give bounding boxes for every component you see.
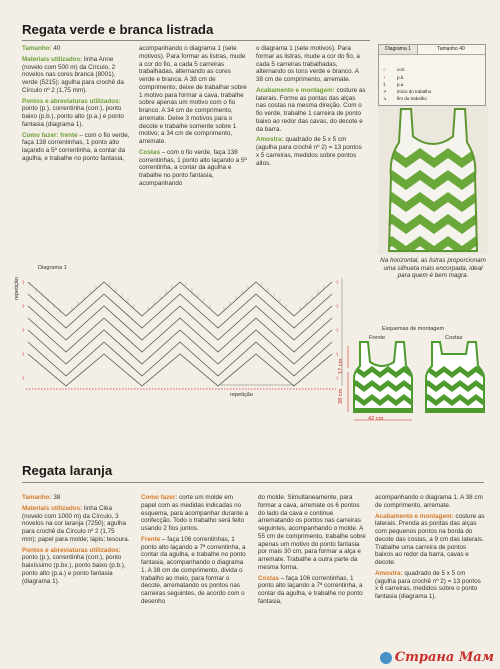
s2-materials-label: Materiais utilizados:	[22, 504, 83, 512]
back-label: Costas	[139, 148, 160, 156]
legend-row-start: ➚ início do trabalho	[383, 89, 432, 94]
s2-back-text: – faça 106 correntinhas, 1 ponto alto laçando a 7ª correntinha, a contar da agulha, e trabalhe no ponto fantasia,	[258, 574, 363, 605]
svg-text:⌇: ⌇	[336, 328, 339, 334]
section2-column-1	[22, 494, 130, 588]
how-to-text: – com o fio verde, faça 138 correntinhas, 1 ponto alto laçando a 5ª correntinha, a contar da agulha, e trabalhe no ponto fantasia,	[22, 131, 130, 162]
svg-text:⌇: ⌇	[22, 376, 25, 382]
stitches-text: ponto (p.), correntinha (corr.), ponto baixo (p.b.), ponto alto (p.a.) e ponto fantasia (diagrama 1).	[22, 105, 124, 128]
section1-col2-text: acompanhando o diagrama 1 (sete motivos). Para formar as listras, mude a cor do fio, a cada 5 carreiras trabalhadas, alternando as cores verde e branca. A 38 cm de comprimento, deixe de trabalhar sobre 1 motivo para formar a cava, trabalhe sobre apenas um motivo com o fio branco. A 34 cm de comprimento, arremate. Deixe 3 motivos para o decote e trabalhe somente sobre 1 motivo; a 34 cm de comprimento, arremate.	[139, 45, 247, 145]
svg-text:⌇: ⌇	[22, 280, 25, 286]
section2-col4-text: acompanhando o diagrama 1. A 38 cm de comprimento, arremate.	[375, 494, 483, 509]
section2-title: Regata laranja	[22, 463, 113, 478]
legend-size: Tamanho 40	[417, 45, 485, 55]
section1-column-1	[22, 45, 130, 166]
legend-row-end: ➘ fim do trabalho	[383, 96, 427, 101]
section1-column-3	[256, 45, 366, 170]
stitch-diagram-1	[20, 268, 352, 390]
front-label: Frente	[369, 335, 386, 341]
svg-text:⌇: ⌇	[336, 304, 339, 310]
section1-col3-text: o diagrama 1 (sete motivos). Para formar as listras, mude a cor do fio, a cada 5 carreiras trabalhadas, alternando os tons verde e branco. A 38 cm de comprimento, arremate.	[256, 45, 360, 83]
s2-stitches-label: Pontos e abreviaturas utilizados:	[22, 546, 121, 554]
sample-text: quadrado de 5 x 5 cm (agulha para crochê nº 2) = 13 pontos x 5 carreiras, medidos sobre pontos altos.	[256, 136, 362, 167]
s2-front-text: – faça 106 correntinhas, 1 ponto alto laçando a 7ª correntinha, a contar da agulha, e trabalhe no ponto fantasia, acompanhando o diagrama 1. A 38 cm de comprimento, divida o trabalho ao meio, para formar o decote, arrematando os pontos nas carreiras seguintes, de acordo com o desenho	[141, 535, 246, 605]
section2-title-rule	[22, 482, 484, 483]
svg-text:⌇: ⌇	[22, 304, 25, 310]
diagram-legend	[378, 44, 486, 106]
section1-column-2	[139, 45, 247, 191]
svg-text:⌇: ⌇	[336, 376, 339, 382]
assembly-schemas	[338, 340, 496, 438]
stitches-label: Pontos e abreviaturas utilizados:	[22, 97, 121, 105]
svg-text:⌇: ⌇	[336, 352, 339, 358]
s2-how-to-label: Como fazer:	[141, 494, 178, 501]
svg-text:⌇: ⌇	[336, 280, 339, 286]
materials-label: Materiais utilizados:	[22, 55, 83, 63]
s2-sample-text: quadrado de 5 x 5 cm (agulha para crochê nº 2) = 13 pontos x 6 carreiras, medidos sobre o ponto fantasia (diagrama 1).	[375, 569, 481, 600]
legend-row-chain: ○ corr.	[383, 67, 406, 72]
s2-back-label: Costas	[258, 574, 279, 582]
s2-finishing-text: costure as laterais. Prenda as pontas das alças com pequenos pontos na borda do decote das costas, a 9 cm das laterais. Trabalhe uma carreira de pontos baixos ao redor da barra, cavas e decote.	[375, 512, 485, 566]
back-label-schema: Costas	[445, 335, 463, 341]
size-value: 40	[51, 45, 61, 52]
s2-front-label: Frente	[141, 535, 161, 543]
section1-title-rule	[22, 40, 370, 41]
dimension-42cm: 42 cm	[368, 416, 384, 422]
legend-row-dc: ‡ p.a.	[383, 82, 405, 87]
s2-size-value: 38	[51, 494, 61, 501]
legend-row-sc: + p.b.	[383, 75, 405, 80]
section2-col3-text: do molde. Simultaneamente, para formar a cava, arremate os 6 pontos do lado da cava e continue arrematando os pontos nas carreiras seguintes, acompanhando o molde. A 55 cm de comprimento, trabalhe sobre apenas um motivo do ponto fantasia por mais 30 cm, para formar a alça e arremate. Trabalhe a outra parte da mesma forma.	[258, 494, 366, 571]
s2-how-to-text: corte um molde em papel com as medidas indicadas no esquema, para acompanhar durante a confecção. Todo o trabalho será feito usando 2 fios juntos.	[141, 494, 249, 532]
materials-text: linha Anne (novelo com 500 m) da Círculo, 2 novelos nas cores branca (8001), verde (5215); agulha para crochê da Círculo nº 2 (1,75 mm).	[22, 55, 124, 94]
repeat-label-vertical: repetição	[14, 276, 20, 300]
photo-caption: Na horizontal, as listras proporcionam uma silhueta mais encorpada, ideal para quem é bem magra.	[380, 257, 486, 280]
s2-sample-label: Amostra:	[375, 569, 403, 577]
how-to-label: Como fazer: frente	[22, 131, 78, 139]
diagram-label: Diagrama 1	[38, 265, 67, 271]
section2-column-4	[375, 494, 485, 604]
back-text: – com o fio verde, faça 138 correntinhas, 1 ponto alto laçando a 5ª correntinha, a contar da agulha e trabalhe no ponto fantasia, acompanhando	[139, 148, 247, 187]
dimension-38cm: 38 cm	[338, 388, 344, 404]
s2-stitches-text: ponto (p.), correntinha (corr.), ponto baixíssimo (p.bx.), ponto baixo (p.b.), ponto alto (p.a.) e ponto fantasia (diagrama 1).	[22, 554, 126, 585]
finishing-label: Acabamento e montagem:	[256, 86, 335, 94]
s2-size-label: Tamanho:	[22, 494, 52, 501]
finishing-text: costure as laterais. Forme as pontas das alças nas costas na mesma direção. Com o fio verde, trabalhe 1 carreira de ponto baixo ao redor das cavas, do decote e da barra.	[256, 86, 366, 133]
section1-title: Regata verde e branca listrada	[22, 22, 214, 37]
s2-materials-text: linha Cléa (novelo com 1000 m) da Círculo, 3 novelos na cor laranja (7250); agulha para crochê da Círculo nº 2 (1,75 mm); papel para molde; lápis; tesoura.	[22, 504, 130, 543]
section2-column-2	[141, 494, 249, 609]
dimension-17cm: 17 cm	[338, 358, 344, 374]
s2-finishing-label: Acabamento e montagem:	[375, 512, 454, 520]
legend-header: Diagrama 1	[379, 45, 418, 55]
section2-column-3	[258, 494, 366, 609]
sample-label: Amostra:	[256, 136, 284, 144]
assembly-schemas-title: Esquemas de montagem	[382, 326, 445, 332]
svg-text:⌇: ⌇	[22, 328, 25, 334]
size-label: Tamanho:	[22, 45, 52, 52]
site-watermark: Страна Мам	[380, 650, 494, 665]
watermark-logo-icon	[380, 652, 392, 664]
repeat-label-horizontal: repetição	[230, 392, 254, 398]
svg-text:⌇: ⌇	[22, 352, 25, 358]
green-striped-top-photo	[378, 106, 488, 254]
